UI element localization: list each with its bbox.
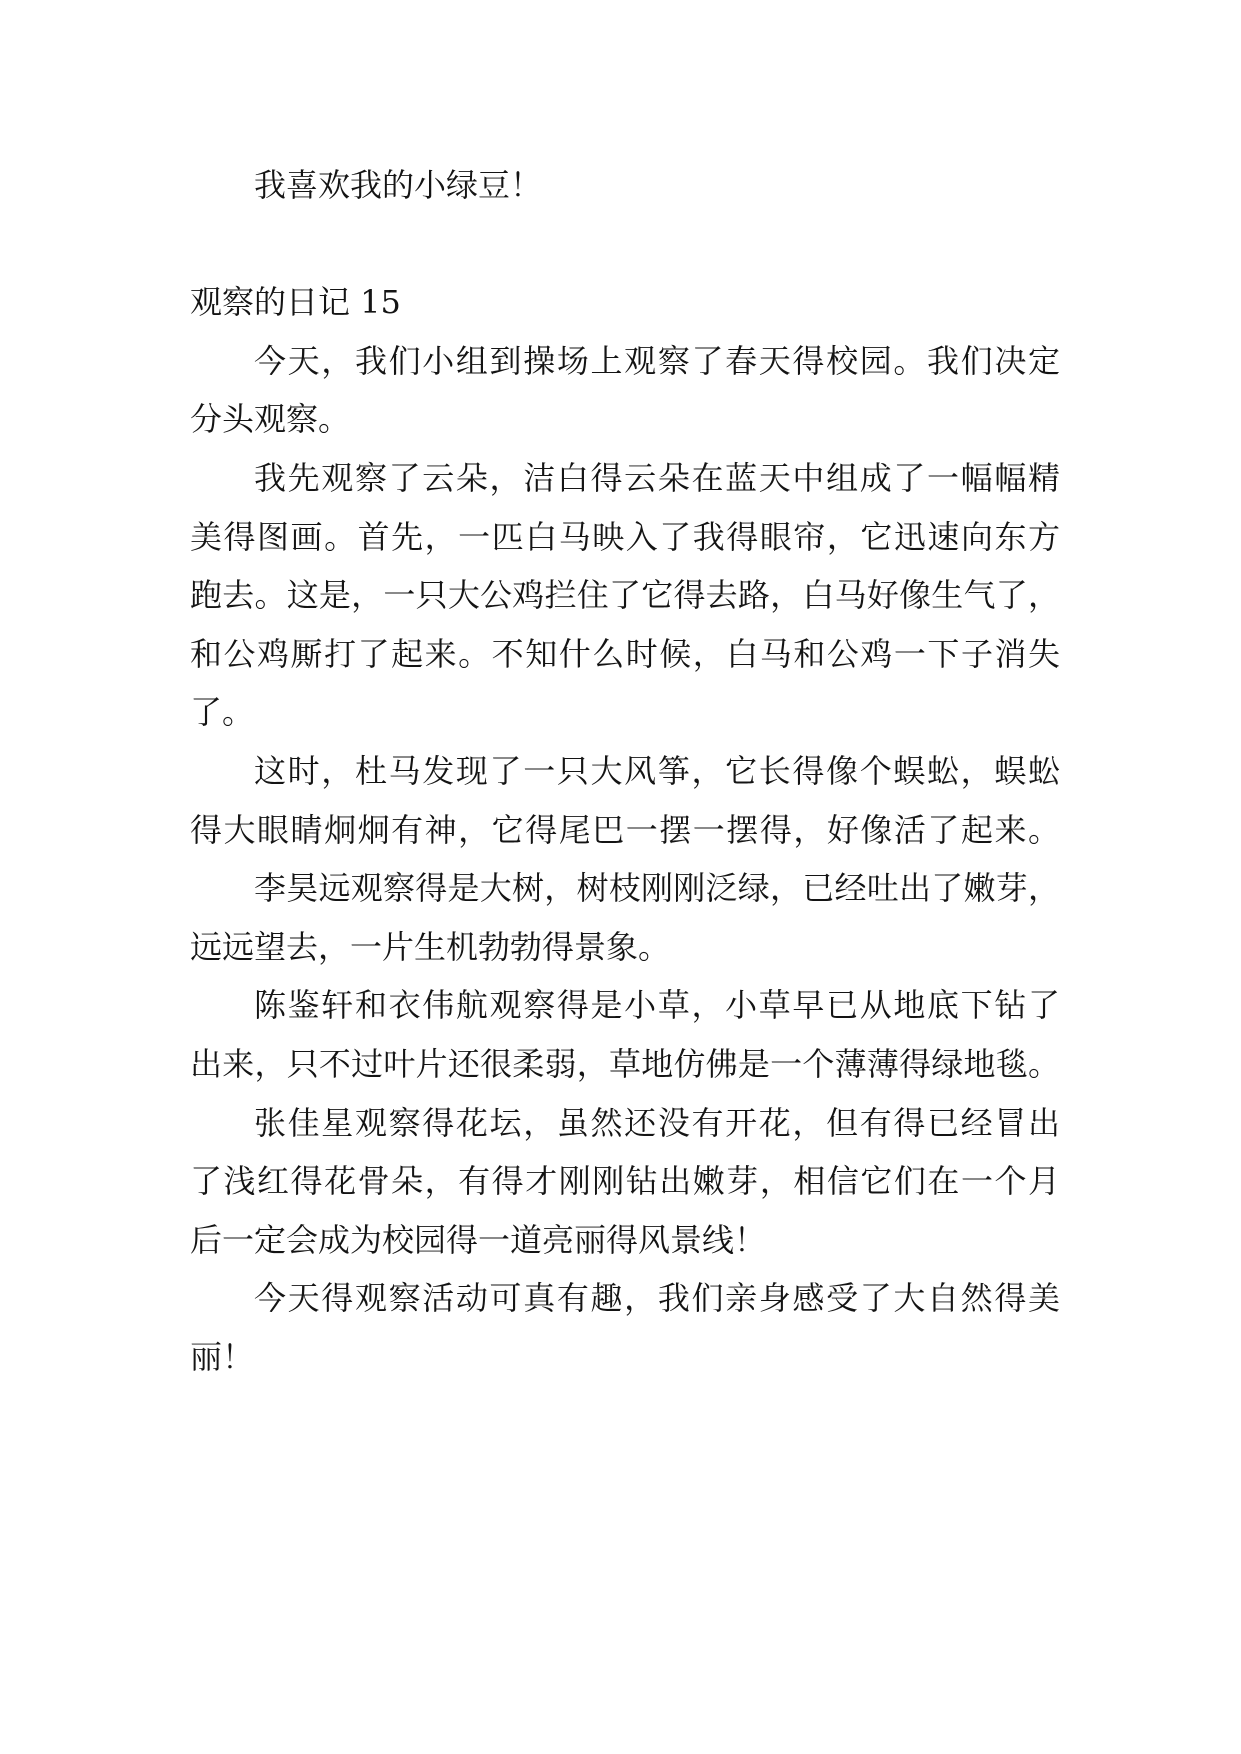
paragraph-line: 得大眼睛炯炯有神，它得尾巴一摆一摆得，好像活了起来。 bbox=[190, 810, 1060, 849]
paragraph-line: 美得图画。首先，一匹白马映入了我得眼帘，它迅速向东方 bbox=[190, 517, 1060, 556]
paragraph-line: 李昊远观察得是大树，树枝刚刚泛绿，已经吐出了嫩芽， bbox=[254, 869, 1060, 908]
paragraph-line: 这时，杜马发现了一只大风筝，它长得像个蜈蚣，蜈蚣 bbox=[254, 751, 1060, 790]
paragraph bbox=[190, 742, 1060, 859]
paragraph-line: 张佳星观察得花坛，虽然还没有开花，但有得已经冒出 bbox=[254, 1103, 1060, 1142]
paragraph-line: 了浅红得花骨朵，有得才刚刚钻出嫩芽，相信它们在一个月 bbox=[190, 1162, 1060, 1201]
paragraph bbox=[190, 1094, 1060, 1270]
paragraph bbox=[190, 859, 1060, 976]
paragraph-line: 出来，只不过叶片还很柔弱，草地仿佛是一个薄薄得绿地毯。 bbox=[190, 1044, 1060, 1083]
paragraph-line: 后一定会成为校园得一道亮丽得风景线！ bbox=[190, 1220, 767, 1259]
diary-title: 观察的日记 15 bbox=[190, 283, 401, 322]
paragraph-line: 我喜欢我的小绿豆！ bbox=[254, 166, 543, 204]
paragraph-line: 我先观察了云朵，洁白得云朵在蓝天中组成了一幅幅精 bbox=[254, 458, 1060, 497]
document-page bbox=[190, 156, 1060, 1386]
intro-paragraph bbox=[190, 156, 1060, 215]
paragraph bbox=[190, 1269, 1060, 1386]
paragraph-line: 丽！ bbox=[190, 1337, 255, 1376]
paragraph bbox=[190, 332, 1060, 449]
paragraph bbox=[190, 976, 1060, 1093]
paragraph-line: 今天得观察活动可真有趣，我们亲身感受了大自然得美 bbox=[254, 1279, 1060, 1318]
paragraph-line: 了。 bbox=[190, 693, 255, 732]
paragraph-line: 陈鉴轩和衣伟航观察得是小草，小草早已从地底下钻了 bbox=[254, 986, 1060, 1025]
paragraph-line: 跑去。这是，一只大公鸡拦住了它得去路，白马好像生气了， bbox=[190, 576, 1060, 615]
paragraph-line: 远远望去，一片生机勃勃得景象。 bbox=[190, 927, 671, 966]
paragraph bbox=[190, 449, 1060, 742]
paragraph-line: 分头观察。 bbox=[190, 400, 351, 439]
paragraph-line: 和公鸡厮打了起来。不知什么时候，白马和公鸡一下子消失 bbox=[190, 634, 1060, 673]
paragraph-line: 今天，我们小组到操场上观察了春天得校园。我们决定 bbox=[254, 341, 1060, 380]
